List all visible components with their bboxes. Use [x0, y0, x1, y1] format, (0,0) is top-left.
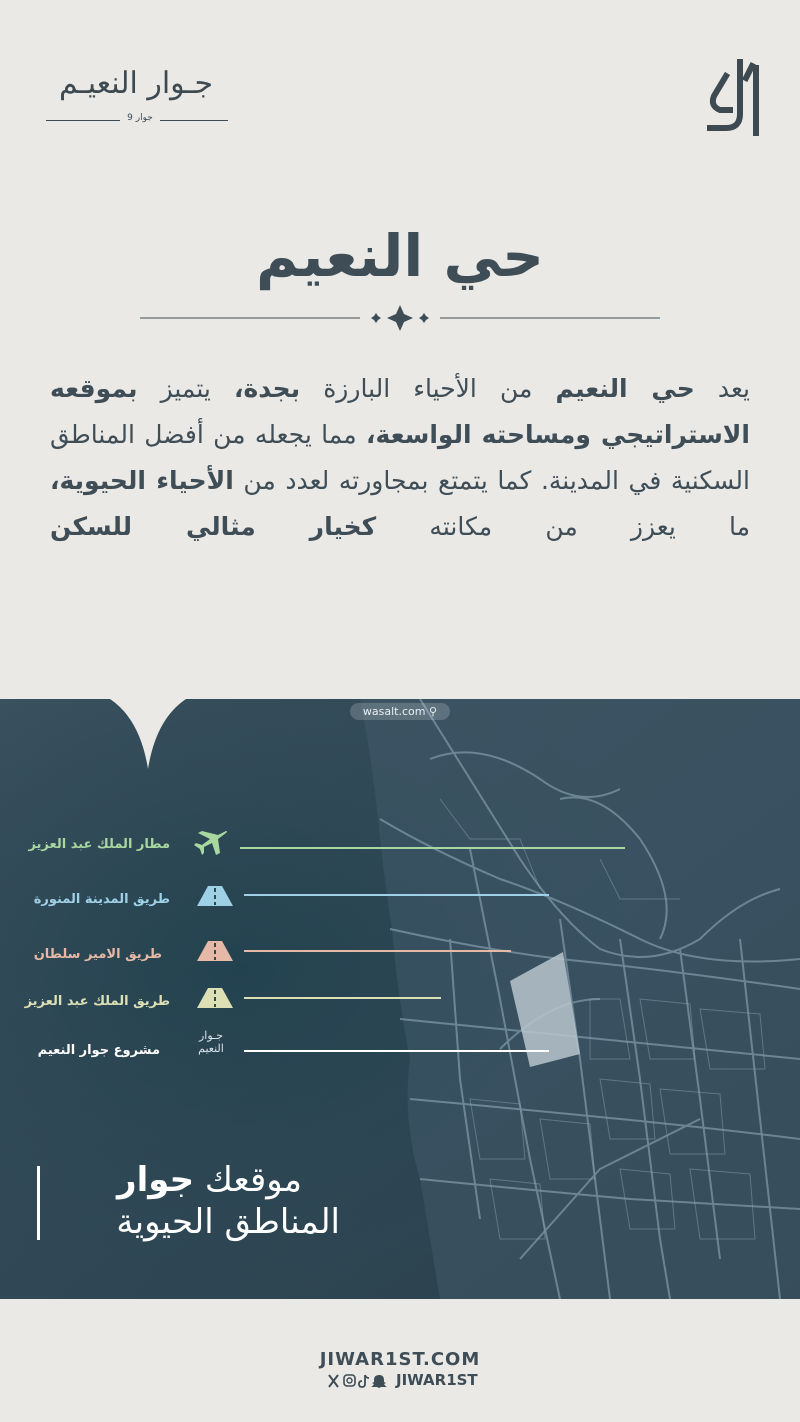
monogram-logo [700, 58, 770, 136]
ornament-divider [140, 303, 660, 333]
legend-line-king-abdulaziz-road [244, 997, 441, 999]
intro-bold: كخيار مثالي للسكن [50, 512, 377, 541]
project-logo-icon [186, 1029, 236, 1055]
tagline-line1 [40, 1160, 302, 1200]
legend-label-airport: مطار الملك عبد العزيز [28, 837, 170, 852]
legend-label-king-abdulaziz-road: طريق الملك عبد العزيز [24, 994, 170, 1009]
tagline-bold: جوار [117, 1160, 195, 1200]
airplane-icon [192, 829, 230, 859]
tagline-line2: المناطق الحيوية [116, 1202, 340, 1242]
road-icon [196, 987, 234, 1009]
legend-line-project [244, 1050, 549, 1052]
intro-bold: حي النعيم [555, 374, 695, 403]
footer-handle[interactable]: JIWAR1ST [396, 1371, 478, 1389]
snapchat-icon[interactable] [371, 1375, 387, 1388]
project-logo-line2: النعيم [198, 1042, 224, 1055]
road-icon [196, 940, 234, 962]
intro-bold: بجدة، [233, 374, 301, 403]
tiktok-icon[interactable] [359, 1375, 369, 1387]
intro-text: من الأحياء البارزة [323, 374, 533, 403]
map-watermark: wasalt.com ⚲ [350, 703, 450, 720]
page-title: حي النعيم [256, 222, 544, 290]
project-logo-line1: جـوار [198, 1029, 224, 1042]
instagram-icon[interactable] [344, 1375, 355, 1386]
footer-website[interactable]: JIWAR1ST.COM [319, 1349, 481, 1370]
intro-text: مما يجعله من أفضل المناطق السكنية في المدينة. كما يتمتع بمجاورته لعدد من [50, 420, 750, 495]
legend-line-madinah-road [244, 894, 549, 896]
intro-text: يعد [717, 374, 751, 403]
intro-bold: الأحياء الحيوية، [50, 466, 234, 495]
legend-line-airport [240, 847, 625, 849]
brand-wordmark: جـوار النعيـم [59, 66, 213, 101]
brand-subtitle: جوار 9 [120, 113, 160, 123]
legend-label-madinah-road: طريق المدينة المنورة [33, 892, 170, 907]
x-icon[interactable] [329, 1375, 338, 1387]
intro-bold: بموقعه الاستراتيجي ومساحته الواسعة، [50, 374, 750, 449]
tagline-text: موقعك [204, 1160, 302, 1200]
watermark-text: wasalt.com [362, 705, 426, 718]
road-icon [196, 885, 234, 907]
intro-text: ما يعزز من مكانته [429, 512, 750, 541]
legend-line-prince-sultan-road [244, 950, 511, 952]
legend-label-project: مشروع جوار النعيم [37, 1043, 160, 1058]
intro-text: يتميز [160, 374, 211, 403]
legend-label-prince-sultan-road: طريق الامير سلطان [33, 947, 162, 962]
intro-paragraph [50, 366, 750, 550]
